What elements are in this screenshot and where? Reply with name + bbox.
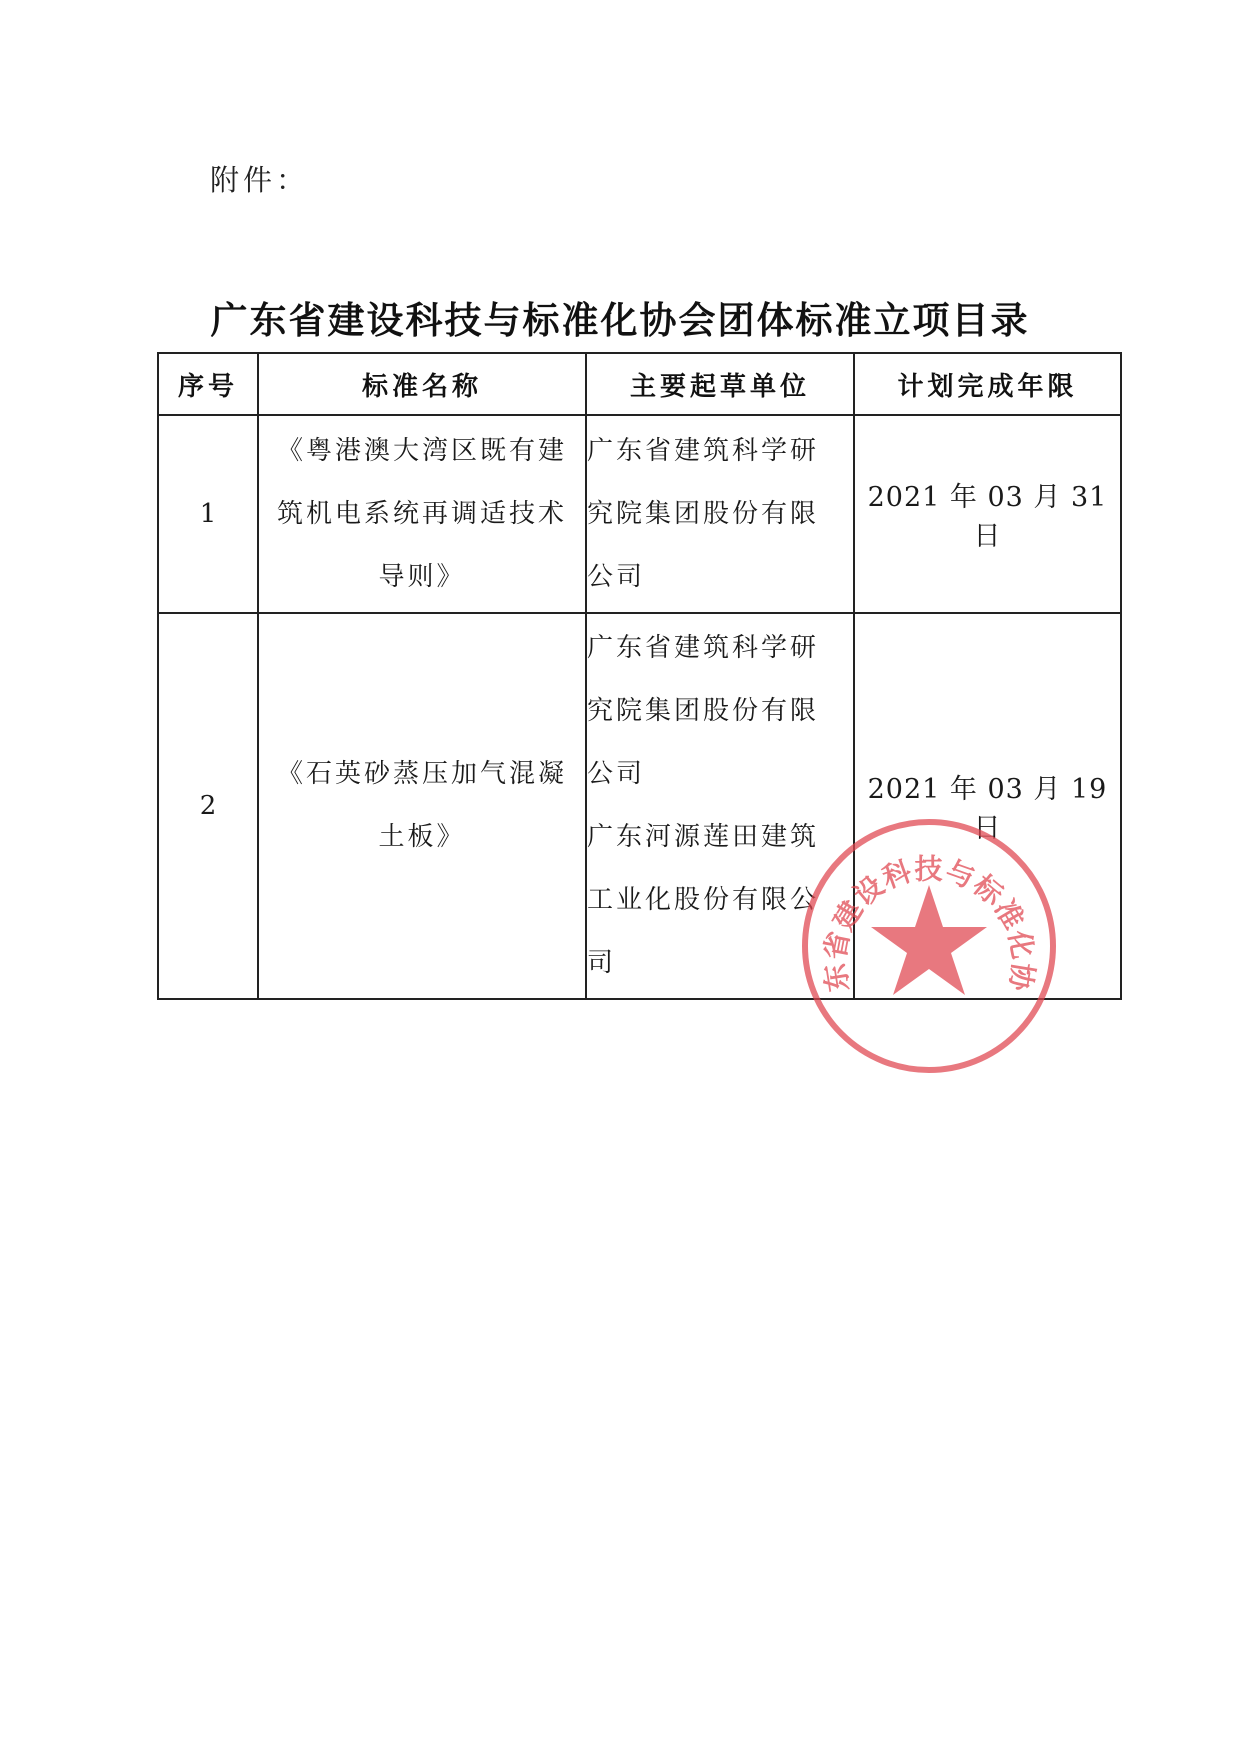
drafting-unit-line: 公司 (587, 561, 646, 592)
header-planned-completion: 计划完成年限 (854, 353, 1121, 415)
row-drafting-unit (586, 415, 854, 613)
attachment-label: 附件： (210, 163, 310, 197)
header-standard-name: 标准名称 (258, 353, 586, 415)
header-serial-number: 序号 (158, 353, 258, 415)
standard-name-line: 《粤港澳大湾区既有建 (276, 435, 567, 466)
standard-name-line: 导则》 (378, 561, 466, 592)
drafting-unit-line: 公司 (587, 759, 646, 789)
seal-text-path: 东省建设科技与标准化协 (818, 852, 1040, 995)
document-title: 广东省建设科技与标准化协会团体标准立项目录 (210, 299, 1030, 342)
drafting-unit-line: 究院集团股份有限 (587, 498, 820, 529)
header-drafting-unit: 主要起草单位 (586, 353, 854, 415)
row-planned-completion: 2021 年 03 月 31 日 (854, 415, 1121, 613)
row-standard-name (258, 415, 586, 613)
standard-name-line: 筑机电系统再调适技术 (276, 498, 567, 529)
drafting-unit-line: 广东河源莲田建筑 (587, 822, 820, 852)
table-row (158, 415, 1121, 613)
row-standard-name (258, 613, 586, 999)
seal-graphic (798, 815, 1060, 1077)
standard-name-line: 土板》 (378, 822, 466, 852)
table-header-row (158, 353, 1121, 415)
standard-name-line: 《石英砂蒸压加气混凝 (276, 759, 567, 789)
drafting-unit-line: 究院集团股份有限 (587, 696, 820, 726)
official-seal (798, 815, 1060, 1077)
row-serial-number: 2 (158, 613, 258, 999)
star-icon (871, 885, 987, 995)
row-planned-completion: 2021 年 03 月 19 日 (854, 613, 1121, 999)
row-serial-number: 1 (158, 415, 258, 613)
drafting-unit-line: 工业化股份有限公 (587, 885, 820, 915)
drafting-unit-line: 广东省建筑科学研 (587, 435, 820, 466)
drafting-unit-line: 广东省建筑科学研 (587, 633, 820, 663)
drafting-unit-line: 司 (587, 948, 617, 978)
